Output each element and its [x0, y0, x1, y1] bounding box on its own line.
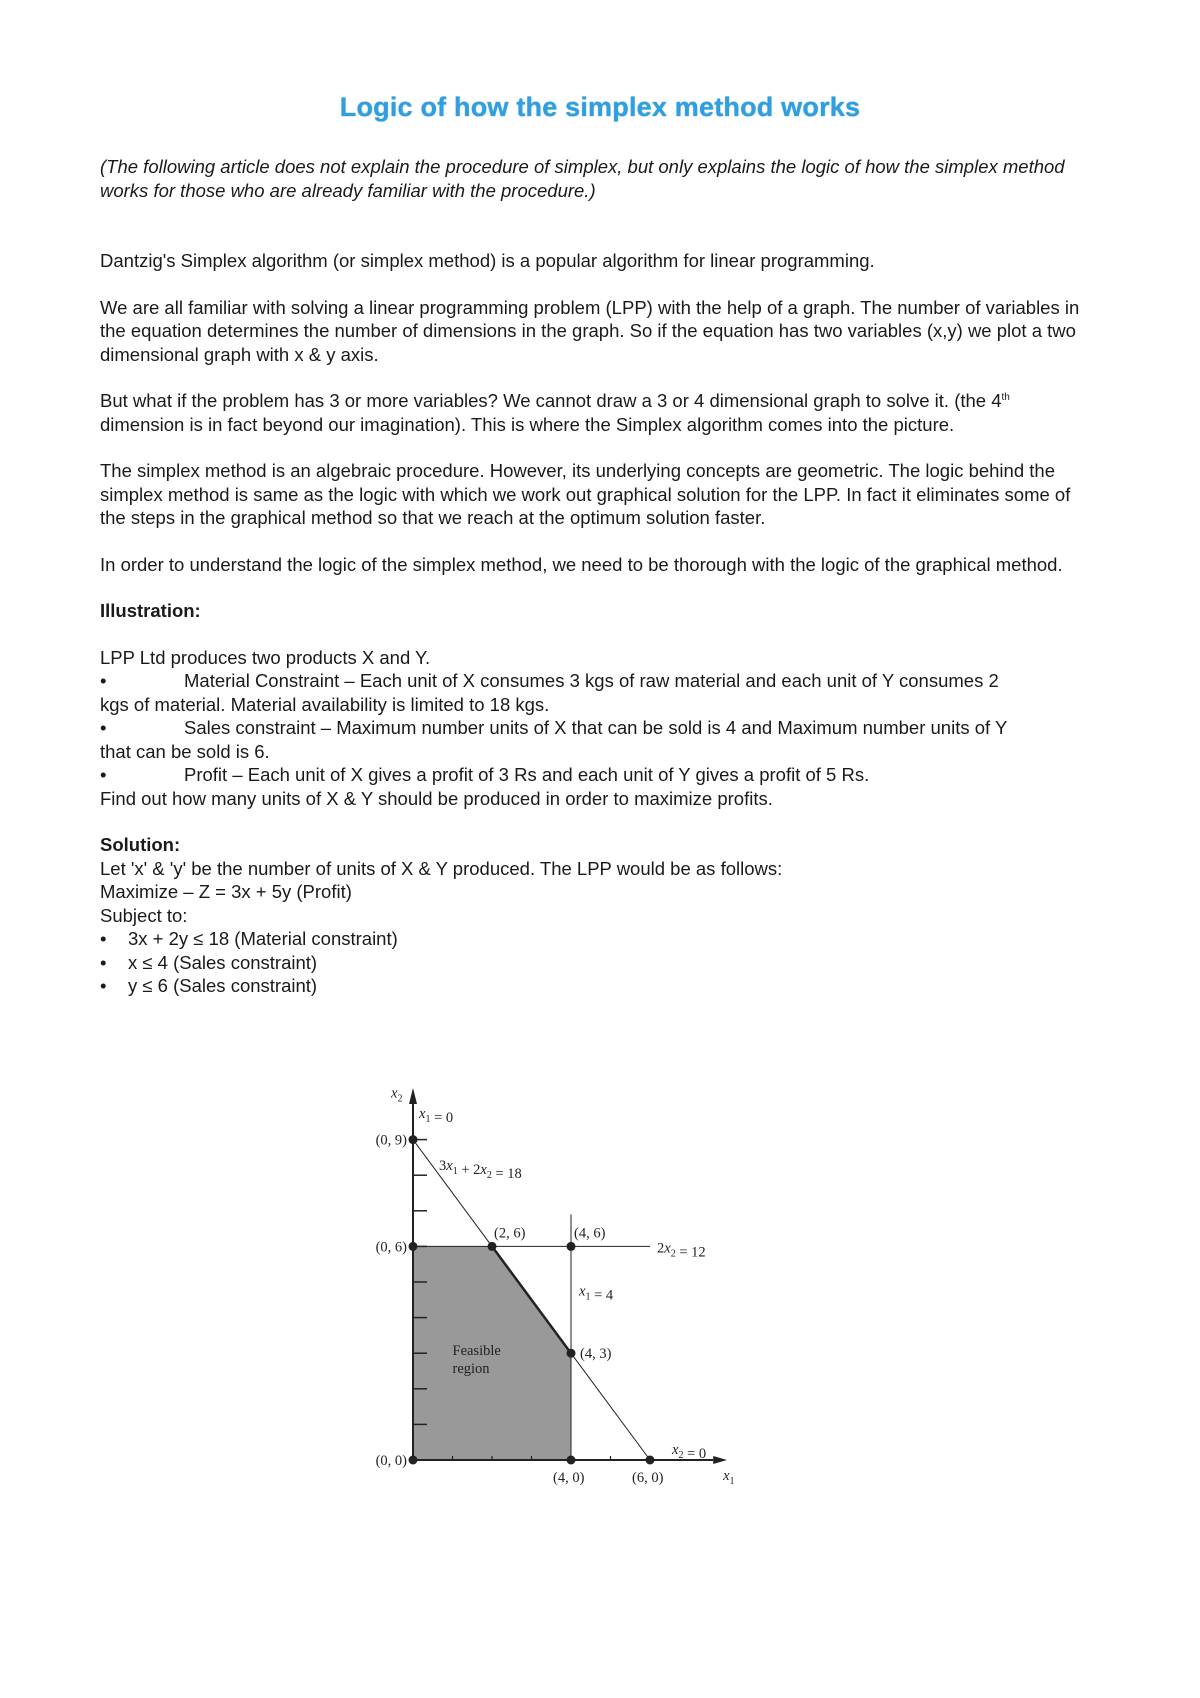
- lpp-graph: [330, 1050, 770, 1490]
- corner-point: [409, 1135, 418, 1144]
- corner-point: [646, 1456, 655, 1465]
- corner-point: [488, 1242, 497, 1251]
- corner-point: [567, 1242, 576, 1251]
- point-label: (0, 9): [375, 1132, 407, 1149]
- paragraph-3: [100, 389, 1090, 436]
- solution-line-1: Let 'x' & 'y' be the number of units of X & Y produced. The LPP would be as follows:: [100, 857, 783, 879]
- paragraph-3-part-a: But what if the problem has 3 or more variables? We cannot draw a 3 or 4 dimensional graph to solve it. (the 4: [100, 390, 1002, 411]
- intro-note: (The following article does not explain the procedure of simplex, but only explains the logic of how the simplex method works for those who are already familiar with the procedure.): [100, 156, 1065, 201]
- page-title: Logic of how the simplex method works: [339, 92, 861, 122]
- paragraph-2: We are all familiar with solving a linear programming problem (LPP) with the help of a graph. The number of variables in the equation determines the number of dimensions in the graph. So if the equation has two variables (x,y) we plot a two dimensional graph with x & y axis.: [100, 296, 1080, 365]
- item-continuation: that can be sold is 6.: [100, 740, 270, 762]
- constraint-text: x ≤ 4 (Sales constraint): [128, 951, 318, 973]
- constraint-text: y ≤ 6 (Sales constraint): [128, 975, 318, 996]
- constraint-item: [100, 974, 1090, 998]
- illustration-lead: LPP Ltd produces two products X and Y.: [100, 646, 431, 668]
- bullet-icon: •: [100, 951, 107, 973]
- sales-y-constraint-label: $2x_2 = 12$: [657, 1240, 706, 1261]
- subject-to: Subject to:: [100, 904, 188, 926]
- constraint-item: [100, 927, 1090, 951]
- illustration-item: [100, 716, 1090, 763]
- feasible-region-label: Feasible: [452, 1342, 501, 1359]
- illustration-question: Find out how many units of X & Y should be produced in order to maximize profits.: [100, 787, 773, 809]
- illustration-heading: Illustration:: [100, 600, 201, 621]
- point-label: (4, 3): [580, 1346, 612, 1363]
- paragraph-3-part-b: dimension is in fact beyond our imagination). This is where the Simplex algorithm comes into the picture.: [100, 413, 955, 435]
- corner-point: [409, 1242, 418, 1251]
- constraint-list: [100, 927, 1090, 998]
- feasible-region-label: region: [452, 1360, 490, 1377]
- item-text: Material Constraint – Each unit of X consumes 3 kgs of raw material and each unit of Y consumes 2: [184, 670, 999, 691]
- paragraph-5: In order to understand the logic of the simplex method, we need to be thorough with the logic of the graphical method.: [100, 553, 1063, 575]
- point-label: (6, 0): [632, 1470, 664, 1486]
- item-text: Profit – Each unit of X gives a profit of 3 Rs and each unit of Y gives a profit of 5 Rs.: [184, 764, 870, 785]
- paragraph-4: The simplex method is an algebraic procedure. However, its underlying concepts are geometric. The logic behind the simplex method is same as the logic with which we work out graphical solution for the LPP. In fact it eliminates some of the steps in the graphical method so that we reach at the optimum solution faster.: [100, 460, 1071, 528]
- objective-function: Maximize – Z = 3x + 5y (Profit): [100, 881, 352, 902]
- illustration-item: [100, 669, 1090, 716]
- bullet-icon: •: [100, 717, 107, 738]
- point-label: (0, 0): [375, 1453, 407, 1469]
- point-label: (4, 0): [553, 1470, 585, 1486]
- bullet-icon: •: [100, 764, 107, 785]
- x1-zero-label: $x_1 = 0$: [419, 1106, 454, 1127]
- corner-point: [567, 1456, 576, 1465]
- x-axis-label: $x_1$: [723, 1468, 735, 1487]
- ordinal-superscript: th: [1001, 391, 1010, 403]
- illustration-item: [100, 763, 1090, 787]
- constraint-item: [100, 951, 1090, 975]
- item-text: Sales constraint – Maximum number units of X that can be sold is 4 and Maximum number units of Y: [184, 717, 1008, 738]
- point-label: (0, 6): [375, 1239, 407, 1256]
- bullet-icon: •: [100, 670, 107, 691]
- item-continuation: kgs of material. Material availability is limited to 18 kgs.: [100, 693, 550, 715]
- point-label: (4, 6): [574, 1225, 606, 1242]
- paragraph-1: Dantzig's Simplex algorithm (or simplex method) is a popular algorithm for linear programming.: [100, 250, 875, 271]
- x2-zero-label: $x_2 = 0$: [672, 1442, 707, 1462]
- x-axis-arrow-icon: [713, 1456, 727, 1464]
- point-label: (2, 6): [494, 1225, 526, 1242]
- constraint-text: 3x + 2y ≤ 18 (Material constraint): [128, 928, 398, 949]
- article-body: [100, 155, 1090, 998]
- corner-point: [567, 1349, 576, 1358]
- sales-x-constraint-label: $x_1 = 4$: [579, 1283, 614, 1304]
- bullet-icon: •: [100, 928, 107, 949]
- bullet-icon: •: [100, 975, 107, 996]
- solution-heading: Solution:: [100, 834, 181, 855]
- y-axis-label: $x_2$: [391, 1085, 403, 1105]
- y-axis-arrow-icon: [409, 1088, 417, 1104]
- material-constraint-label: $3x_1 + 2x_2 = 18$: [439, 1157, 522, 1182]
- corner-point: [409, 1456, 418, 1465]
